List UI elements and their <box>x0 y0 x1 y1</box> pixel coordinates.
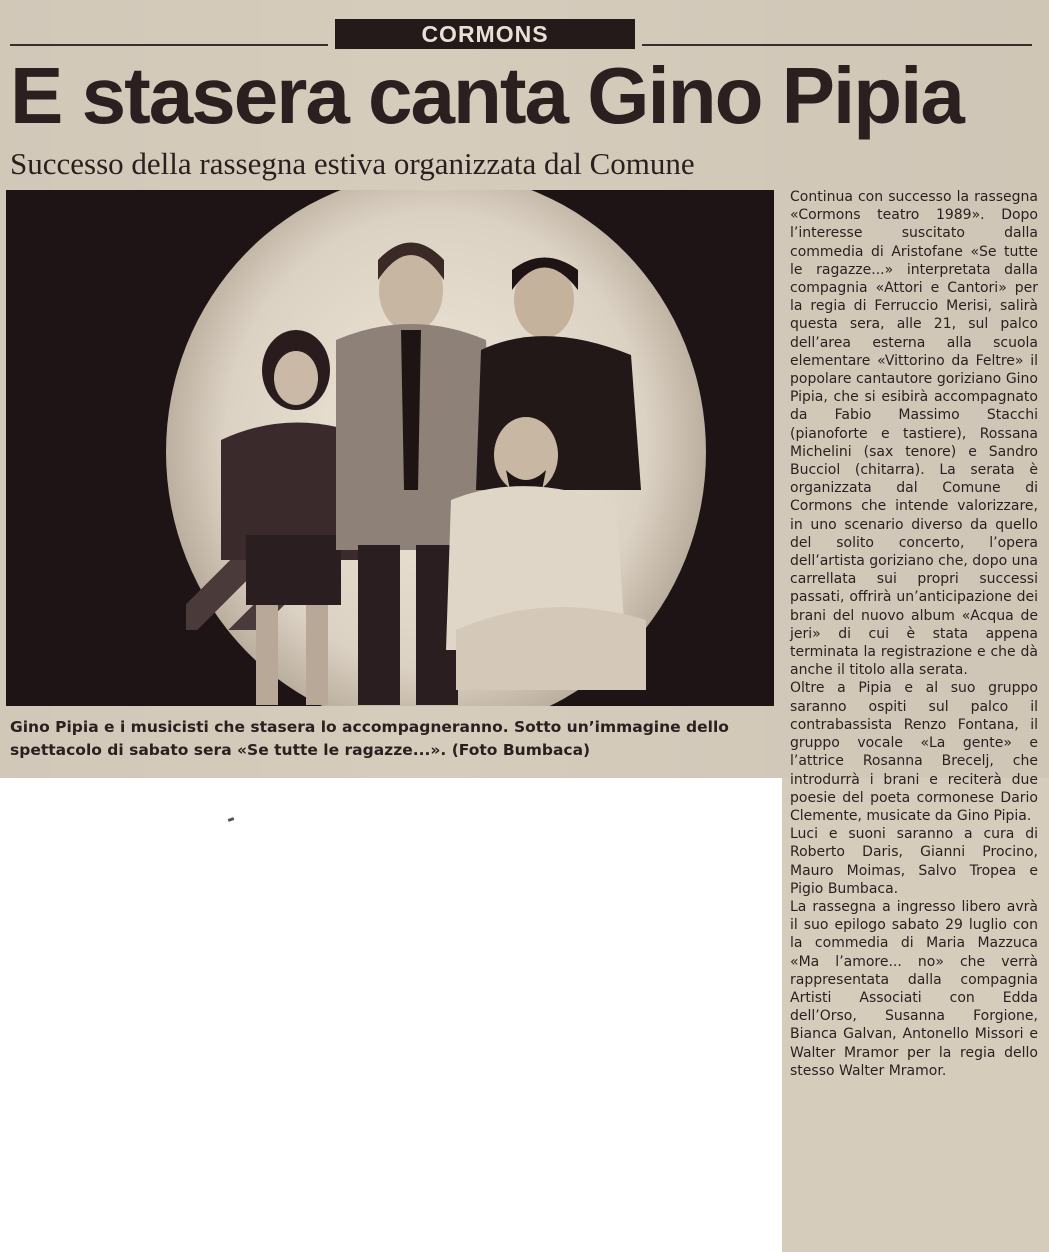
musicians-silhouettes <box>6 190 774 706</box>
paper-speck <box>228 817 235 822</box>
article-body <box>790 188 1038 1080</box>
subheadline: Successo della rassegna estiva organizzata dal Comune <box>10 146 695 181</box>
section-label: CORMONS <box>335 19 635 49</box>
photo-caption: Gino Pipia e i musicisti che stasera lo accompagneranno. Sotto un’immagine dello spettacolo di sabato sera «Se tutte le ragazze...». (Foto Bumbaca) <box>10 718 729 759</box>
article-paragraph: Luci e suoni saranno a cura di Roberto Daris, Gianni Procino, Mauro Moimas, Salvo Tropea e Pigio Bumbaca. <box>790 826 1038 897</box>
section-rule-right <box>642 44 1032 46</box>
section-rule-left <box>10 44 328 46</box>
article-paragraph: Oltre a Pipia e al suo gruppo saranno ospiti sul palco il contrabassista Renzo Fontana, il gruppo vocale «La gente» e l’attrice Rosanna Brecelj, che introdurrà i brani e reciterà due poesie del poeta cormonese Dario Clemente, musicate da Gino Pipia. <box>790 680 1038 824</box>
article-paragraph: La rassegna a ingresso libero avrà il suo epilogo sabato 29 luglio con la commedia di Maria Mazzuca «Ma l’amore... no» che verrà rappresentata dalla compagnia Artisti Associati con Edda dell’Orso, Susanna Forgione, Bianca Galvan, Antonello Missori e Walter Mramor per la regia dello stesso Walter Mramor. <box>790 898 1038 1079</box>
article-paragraph: Continua con successo la rassegna «Cormons teatro 1989». Dopo l’interesse suscitato dalla commedia di Aristofane «Se tutte le ragazze...» interpretata dalla compagnia «Attori e Cantori» per la regia di Ferruccio Merisi, salirà questa sera, alle 21, sul palco dell’area esterna alla scuola elementare «Vittorino da Feltre» il popolare cantautore goriziano Gino Pipia, che si esibirà accompagnato da Fabio Massimo Stacchi (pianoforte e tastiere), Rossana Michelini (sax tenore) e Sandro Bucciol (chitarra). La serata è organizzata dal Comune di Cormons che intende valorizzare, in uno scenario diverso da quello del solito concerto, l’opera dell’artista goriziano che, dopo una carrellata sui propri successi passati, offrirà un’anticipazione dei brani del nuovo album «Acqua de jeri» di cui è stata appena terminata la registrazione e che dà anche il titolo alla serata. <box>790 189 1038 679</box>
article-photo <box>6 190 774 706</box>
headline: E stasera canta Gino Pipia <box>10 51 963 140</box>
